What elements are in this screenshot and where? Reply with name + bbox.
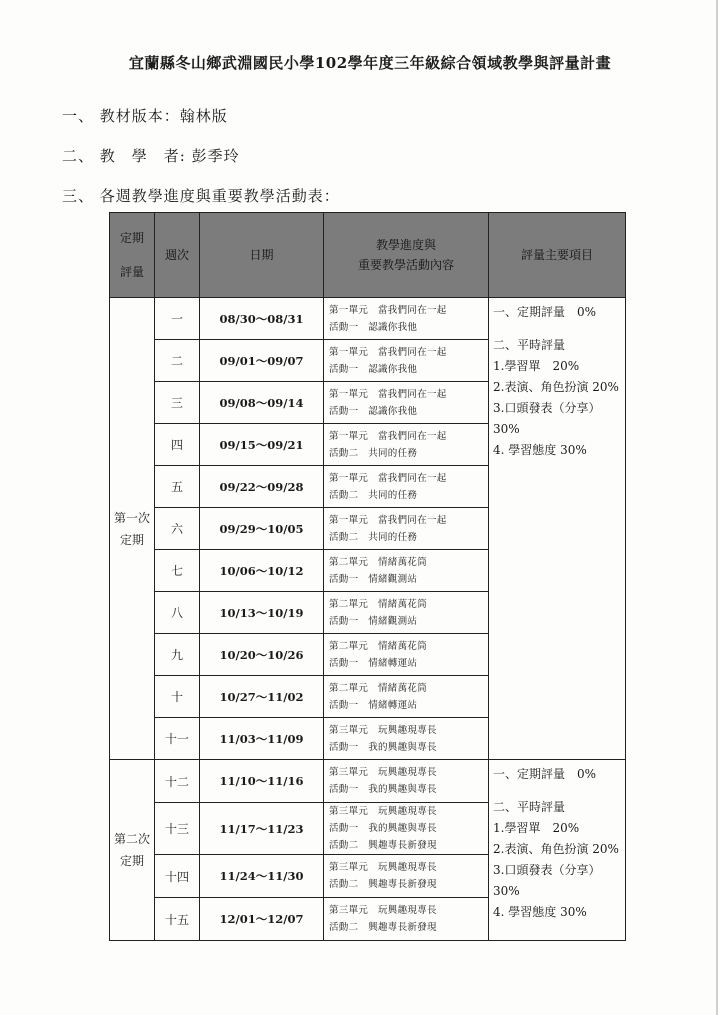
- week-cell: 九: [155, 634, 200, 676]
- date-cell: 09/22～09/28: [200, 466, 324, 508]
- unit-text: 第三單元 玩興趣現專長: [329, 806, 437, 817]
- header-content: [324, 213, 489, 298]
- activity-cell: [324, 550, 489, 592]
- eval-item: 一、定期評量 0%: [493, 767, 597, 781]
- unit-text: 第一單元 當我們同在一起: [329, 472, 447, 484]
- unit-text: 第二單元 情緒萬花筒: [329, 682, 428, 694]
- table-body: [110, 298, 626, 941]
- week-cell: 十: [155, 676, 200, 718]
- activity-text: 活動一 認識你我他: [329, 321, 418, 333]
- unit-text: 第一單元 當我們同在一起: [329, 388, 447, 400]
- eval-item: 2.表演、角色扮演 20%: [493, 842, 619, 856]
- week-cell: 十一: [155, 718, 200, 760]
- date-cell: 11/17～11/23: [200, 803, 324, 855]
- unit-text: 第三單元 玩興趣現專長: [329, 767, 437, 778]
- activity-text: 活動一 我的興趣與專長: [329, 784, 437, 795]
- date-cell: 09/08～09/14: [200, 382, 324, 424]
- eval-cell: [489, 760, 626, 941]
- date-cell: 09/01～09/07: [200, 340, 324, 382]
- week-cell: 四: [155, 424, 200, 466]
- unit-text: 第一單元 當我們同在一起: [329, 514, 447, 526]
- header-date: 日期: [200, 213, 324, 298]
- eval-item: 1.學習單 20%: [493, 359, 580, 373]
- week-cell: 三: [155, 382, 200, 424]
- header-term: [110, 213, 155, 298]
- term-label: 第二次: [113, 832, 150, 846]
- week-cell: 十三: [155, 803, 200, 855]
- unit-text: 第三單元 玩興趣現專長: [329, 862, 437, 873]
- activity-text: 活動一 情緒觀測站: [329, 615, 418, 627]
- activity-text: 活動二 共同的任務: [329, 531, 418, 543]
- activity-cell: [324, 340, 489, 382]
- header-eval: 評量主要項目: [489, 213, 626, 298]
- date-cell: 10/13～10/19: [200, 592, 324, 634]
- activity-cell: [324, 634, 489, 676]
- week-cell: 十四: [155, 855, 200, 898]
- header-term-line1: 定期: [119, 231, 144, 245]
- activity-text: 活動一 我的興趣與專長: [329, 823, 437, 834]
- term-label: 第一次: [113, 510, 150, 525]
- activity-text: 活動一 情緒觀測站: [329, 573, 418, 585]
- eval-item: 3.口頭發表（分享）30%: [493, 401, 601, 436]
- week-cell: 七: [155, 550, 200, 592]
- activity-cell: [324, 760, 489, 803]
- unit-text: 第二單元 情緒萬花筒: [329, 556, 428, 568]
- header-content-line2: 重要教學活動內容: [357, 258, 454, 272]
- date-cell: 09/29～10/05: [200, 508, 324, 550]
- activity-text: 活動二 興趣專長新發現: [329, 840, 437, 851]
- eval-cell: [489, 298, 626, 760]
- activity-cell: [324, 676, 489, 718]
- date-cell: 10/27～11/02: [200, 676, 324, 718]
- date-cell: 11/10～11/16: [200, 760, 324, 803]
- unit-text: 第一單元 當我們同在一起: [329, 304, 447, 316]
- week-cell: 十二: [155, 760, 200, 803]
- eval-item: 二、平時評量: [493, 800, 566, 814]
- activity-text: 活動一 認識你我他: [329, 363, 418, 375]
- table-row: [110, 298, 626, 340]
- spacer: [493, 323, 625, 335]
- textbook-line: 一、 教材版本：翰林版: [62, 107, 228, 125]
- activity-cell: [324, 592, 489, 634]
- term-label: 定期: [119, 854, 144, 868]
- activity-cell: [324, 424, 489, 466]
- header-week: 週次: [155, 213, 200, 298]
- unit-text: 第三單元 玩興趣現專長: [329, 724, 437, 736]
- eval-item: 4. 學習態度 30%: [493, 905, 587, 919]
- eval-item: 二、平時評量: [493, 338, 566, 352]
- eval-item: 1.學習單 20%: [493, 821, 580, 835]
- unit-text: 第一單元 當我們同在一起: [329, 430, 447, 442]
- activity-cell: [324, 466, 489, 508]
- activity-text: 活動一 認識你我他: [329, 405, 418, 417]
- document-title: 宜蘭縣冬山鄉武淵國民小學102學年度三年級綜合領域教學與評量計畫: [128, 54, 612, 72]
- date-cell: 09/15～09/21: [200, 424, 324, 466]
- table-header-row: [110, 213, 626, 298]
- date-cell: 08/30～08/31: [200, 298, 324, 340]
- eval-item: 3.口頭發表（分享）30%: [493, 863, 601, 898]
- term-cell: [110, 298, 155, 760]
- header-term-line2: 評量: [119, 265, 144, 279]
- date-cell: 11/24～11/30: [200, 855, 324, 898]
- spacer: [110, 248, 154, 262]
- term-label: 定期: [119, 532, 144, 547]
- week-cell: 二: [155, 340, 200, 382]
- spacer: [493, 785, 625, 797]
- activity-text: 活動二 共同的任務: [329, 489, 418, 501]
- activity-text: 活動一 情緒轉運站: [329, 699, 418, 711]
- week-cell: 六: [155, 508, 200, 550]
- week-cell: 一: [155, 298, 200, 340]
- unit-text: 第二單元 情緒萬花筒: [329, 640, 428, 652]
- activity-text: 活動二 共同的任務: [329, 447, 418, 459]
- schedule-heading: 三、 各週教學進度與重要教學活動表：: [62, 187, 340, 205]
- activity-cell: [324, 898, 489, 941]
- date-cell: 12/01～12/07: [200, 898, 324, 941]
- eval-item: 2.表演、角色扮演 20%: [493, 380, 619, 394]
- activity-text: 活動一 情緒轉運站: [329, 657, 418, 669]
- date-cell: 10/06～10/12: [200, 550, 324, 592]
- eval-item: 一、定期評量 0%: [493, 305, 597, 319]
- activity-cell: [324, 508, 489, 550]
- term-cell: [110, 760, 155, 941]
- date-cell: 11/03～11/09: [200, 718, 324, 760]
- week-cell: 十五: [155, 898, 200, 941]
- activity-cell: [324, 718, 489, 760]
- week-cell: 五: [155, 466, 200, 508]
- eval-item: 4. 學習態度 30%: [493, 443, 587, 457]
- activity-text: 活動二 興趣專長新發現: [329, 879, 437, 890]
- week-cell: 八: [155, 592, 200, 634]
- activity-cell: [324, 803, 489, 855]
- activity-text: 活動二 興趣專長新發現: [329, 922, 437, 933]
- teacher-line: 二、 教 學 者: 彭季玲: [62, 147, 240, 165]
- activity-text: 活動一 我的興趣與專長: [329, 741, 437, 753]
- date-cell: 10/20～10/26: [200, 634, 324, 676]
- header-content-line1: 教學進度與: [375, 238, 436, 252]
- activity-cell: [324, 298, 489, 340]
- table-row: [110, 760, 626, 803]
- schedule-table: [109, 212, 626, 941]
- activity-cell: [324, 855, 489, 898]
- unit-text: 第一單元 當我們同在一起: [329, 346, 447, 358]
- unit-text: 第三單元 玩興趣現專長: [329, 905, 437, 916]
- activity-cell: [324, 382, 489, 424]
- unit-text: 第二單元 情緒萬花筒: [329, 598, 428, 610]
